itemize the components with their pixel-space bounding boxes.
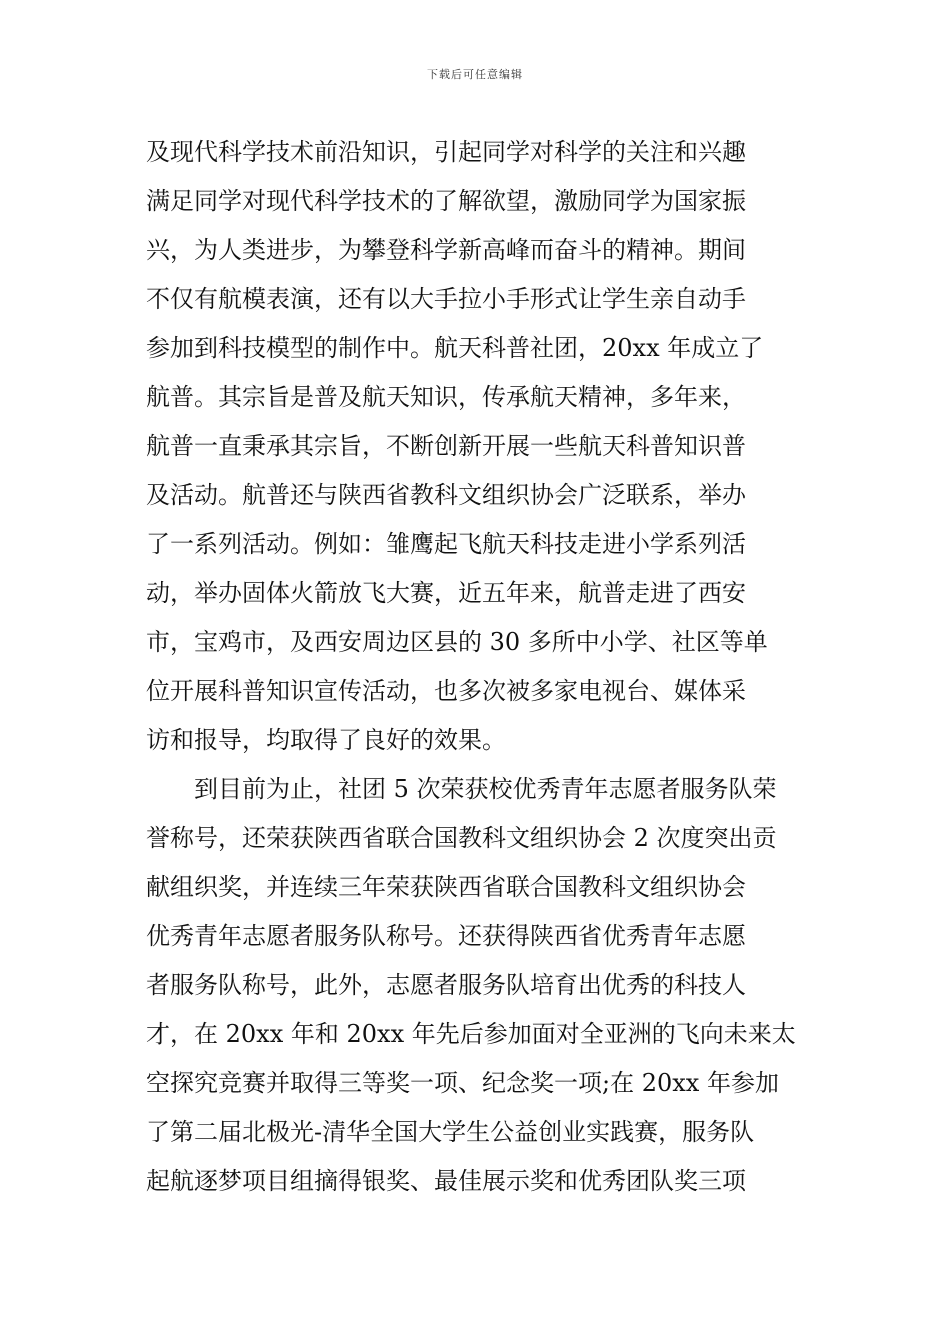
text-line: 不仅有航模表演，还有以大手拉小手形式让学生亲自动手 [146, 285, 746, 313]
text-line: 了一系列活动。例如：雏鹰起飞航天科技走进小学系列活 [146, 530, 746, 558]
text-line: 市，宝鸡市，及西安周边区县的 30 多所中小学、社区等单 [146, 628, 768, 656]
text-line: 参加到科技模型的制作中。航天科普社团，20xx 年成立了 [146, 334, 764, 362]
text-line: 访和报导，均取得了良好的效果。 [146, 726, 506, 754]
text-line: 誉称号，还荣获陕西省联合国教科文组织协会 2 次度突出贡 [146, 824, 777, 852]
text-line: 优秀青年志愿者服务队称号。还获得陕西省优秀青年志愿 [146, 922, 746, 950]
text-line: 起航逐梦项目组摘得银奖、最佳展示奖和优秀团队奖三项 [146, 1167, 746, 1195]
text-line: 了第二届北极光-清华全国大学生公益创业实践赛，服务队 [146, 1118, 755, 1146]
document-body [146, 128, 810, 1206]
text-line: 兴，为人类进步，为攀登科学新高峰而奋斗的精神。期间 [146, 236, 746, 264]
paragraph-1 [146, 128, 810, 765]
page-header-note: 下载后可任意编辑 [427, 68, 523, 81]
paragraph-2 [146, 765, 810, 1206]
text-line: 及现代科学技术前沿知识，引起同学对科学的关注和兴趣 [146, 138, 746, 166]
text-line: 满足同学对现代科学技术的了解欲望，激励同学为国家振 [146, 187, 746, 215]
text-line: 航普。其宗旨是普及航天知识，传承航天精神，多年来， [146, 383, 746, 411]
text-line: 到目前为止，社团 5 次荣获校优秀青年志愿者服务队荣 [194, 775, 777, 803]
text-line: 位开展科普知识宣传活动，也多次被多家电视台、媒体采 [146, 677, 746, 705]
text-line: 者服务队称号，此外，志愿者服务队培育出优秀的科技人 [146, 971, 746, 999]
text-line: 才，在 20xx 年和 20xx 年先后参加面对全亚洲的飞向未来太 [146, 1020, 796, 1048]
text-line: 空探究竞赛并取得三等奖一项、纪念奖一项;在 20xx 年参加 [146, 1069, 779, 1097]
text-line: 动，举办固体火箭放飞大赛，近五年来，航普走进了西安 [146, 579, 746, 607]
text-line: 献组织奖，并连续三年荣获陕西省联合国教科文组织协会 [146, 873, 746, 901]
text-line: 及活动。航普还与陕西省教科文组织协会广泛联系，举办 [146, 481, 746, 509]
text-line: 航普一直秉承其宗旨，不断创新开展一些航天科普知识普 [146, 432, 746, 460]
